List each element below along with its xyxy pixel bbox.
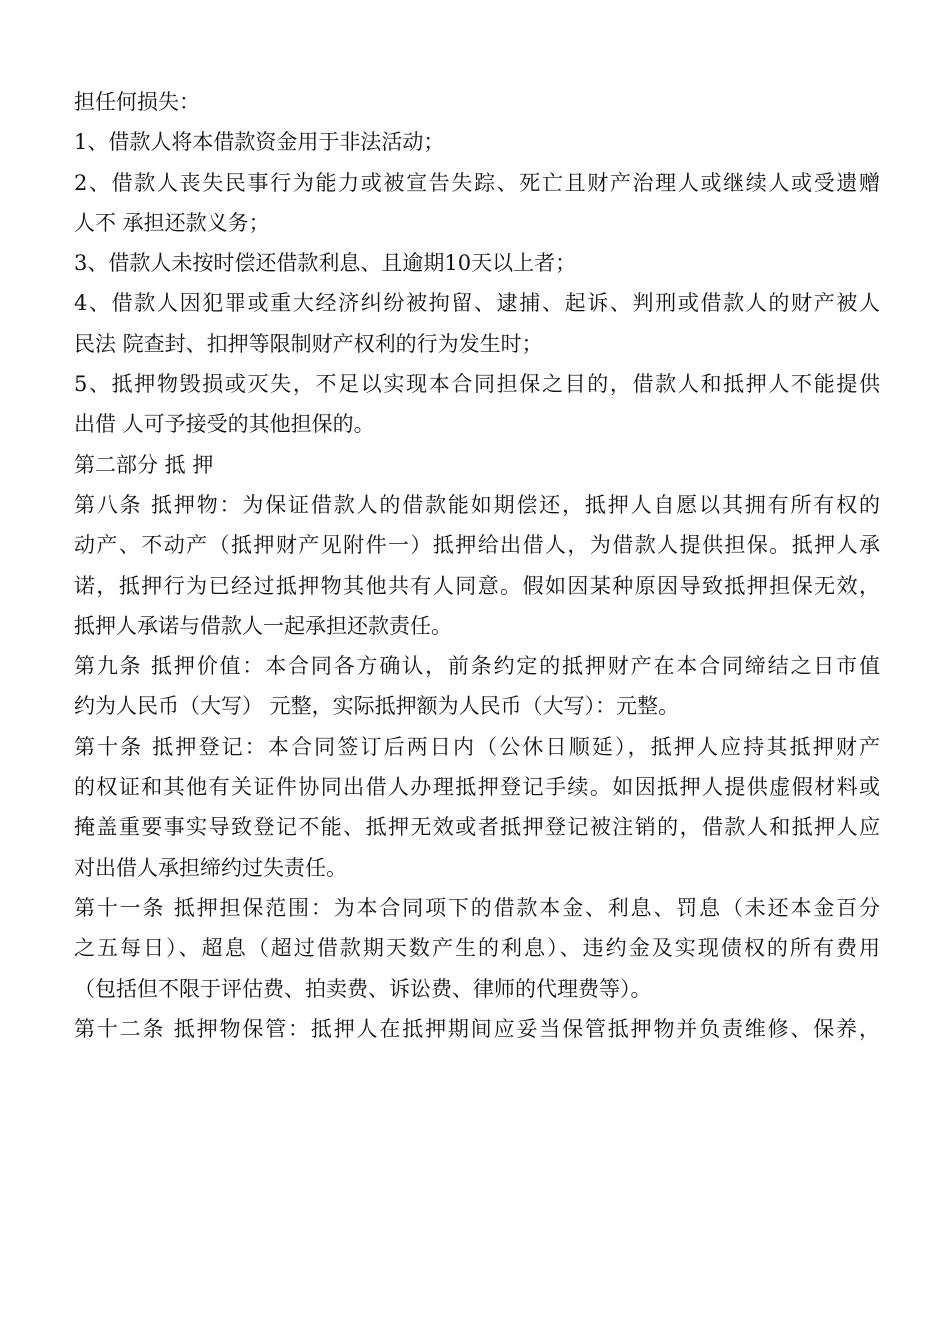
text-line: 第十条 抵押登记：本合同签订后两日内（公休日顺延），抵押人应持其抵押财产 [74,734,880,759]
text-line: 第八条 抵押物：为保证借款人的借款能如期偿还，抵押人自愿以其拥有所有权的 [74,492,880,517]
text-line: 第十一条 抵押担保范围：为本合同项下的借款本金、利息、罚息（未还本金百分 [74,895,880,920]
text-line: 掩盖重要事实导致登记不能、抵押无效或者抵押登记被注销的，借款人和抵押人应 [74,815,880,840]
document-page [74,82,880,1049]
text-line: 第十二条 抵押物保管：抵押人在抵押期间应妥当保管抵押物并负责维修、保养， [74,1016,880,1041]
text-line: 人不 承担还款义务； [74,210,270,235]
text-line: 民法 院查封、扣押等限制财产权利的行为发生时； [74,331,543,356]
text-line: 对出借人承担缔约过失责任。 [74,855,347,880]
text-line: 出借 人可予接受的其他担保的。 [74,412,375,437]
text-line: 抵押人承诺与借款人一起承担还款责任。 [74,613,452,638]
text-line: 3、借款人未按时偿还借款利息、且逾期10天以上者； [74,251,577,276]
text-line: 第九条 抵押价值：本合同各方确认，前条约定的抵押财产在本合同缔结之日市值 [74,654,880,679]
text-line: 的权证和其他有关证件协同出借人办理抵押登记手续。如因抵押人提供虚假材料或 [74,775,880,800]
text-line: 动产、不动产（抵押财产见附件一）抵押给出借人，为借款人提供担保。抵押人承 [74,533,880,558]
text-line: 2、借款人丧失民事行为能力或被宣告失踪、死亡且财产治理人或继续人或受遗赠 [74,170,880,195]
text-line: 之五每日）、超息（超过借款期天数产生的利息）、违约金及实现债权的所有费用 [74,936,880,961]
text-line: 约为人民币（大写） 元整，实际抵押额为人民币（大写）：元整。 [74,694,680,719]
text-line: 担任何损失： [74,90,200,114]
text-line: 4、借款人因犯罪或重大经济纠纷被拘留、逮捕、起诉、判刑或借款人的财产被人 [74,291,880,316]
text-line: 5、抵押物毁损或灭失，不足以实现本合同担保之目的，借款人和抵押人不能提供 [74,372,880,397]
text-line: 诺，抵押行为已经过抵押物其他共有人同意。假如因某种原因导致抵押担保无效， [74,573,880,598]
text-line: 1、借款人将本借款资金用于非法活动； [74,130,445,155]
section-heading: 第二部分 抵 押 [74,452,214,477]
text-line: （包括但不限于评估费、拍卖费、诉讼费、律师的代理费等）。 [74,976,652,1001]
